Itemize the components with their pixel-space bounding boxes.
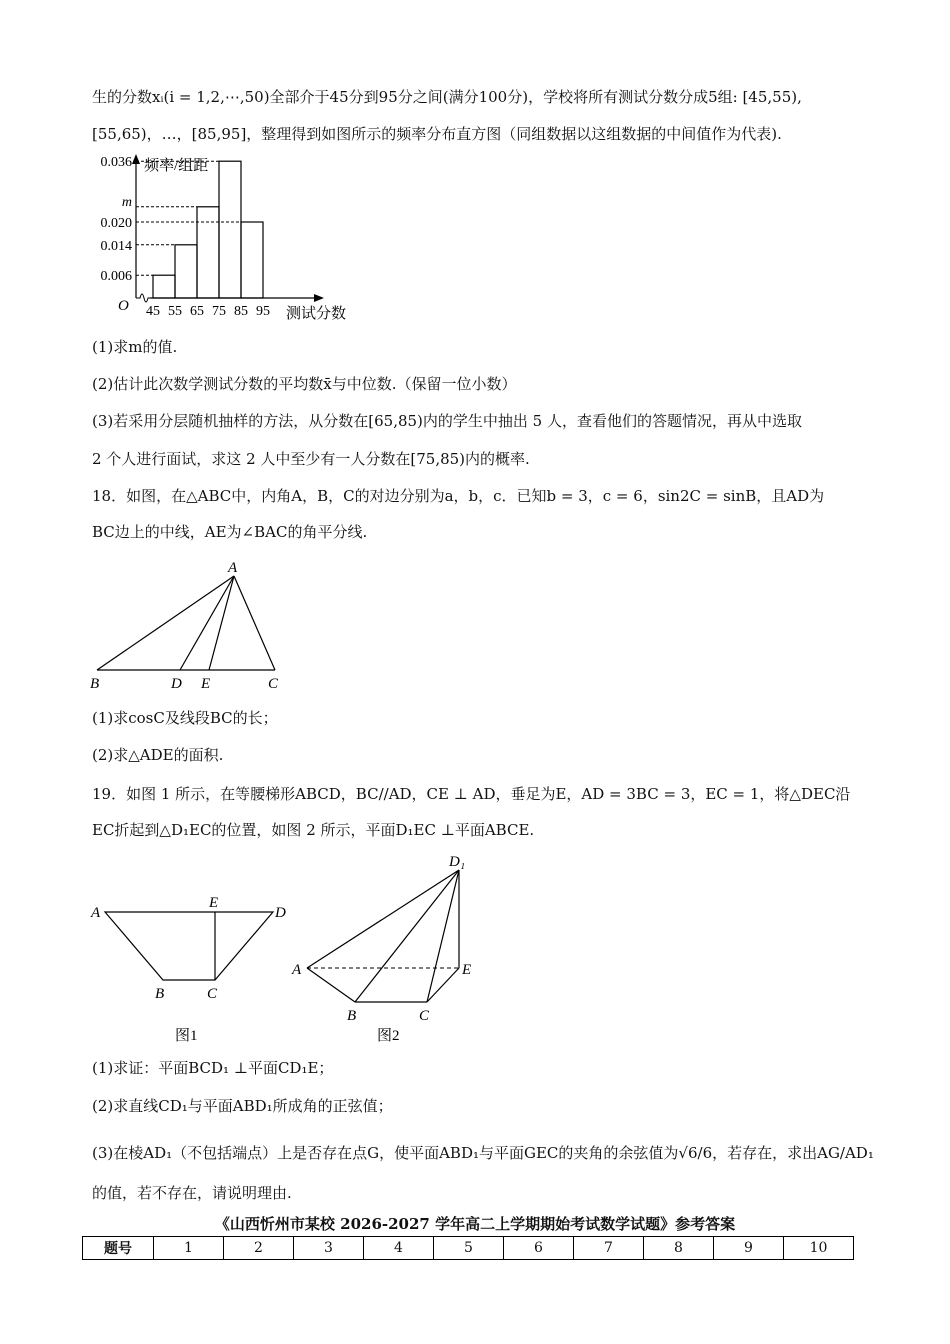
folded-figure-2 — [285, 850, 485, 1050]
table-cell: 2 — [224, 1237, 294, 1260]
fig2-label-E: E — [462, 962, 472, 978]
fig1-label-C: C — [207, 986, 218, 1002]
fig2-caption: 图2 — [377, 1028, 400, 1044]
histogram-bar — [153, 275, 175, 298]
answer-key-title: 《山西忻州市某校 2026-2027 学年高二上学期期始考试数学试题》参考答案 — [214, 1215, 736, 1233]
x-tick-label: 65 — [190, 304, 204, 319]
q19-part-3a: (3)在棱AD₁（不包括端点）上是否存在点G，使平面ABD₁与平面GEC的夹角的余弦值为√6/6，若存在，求出AG/AD₁ — [92, 1144, 874, 1162]
trapezoid-ABCD — [105, 912, 273, 980]
table-cell: 6 — [504, 1237, 574, 1260]
fig2-label-D1: D₁ — [449, 854, 466, 870]
table-cell: 10 — [784, 1237, 854, 1260]
segment-AB — [97, 576, 234, 670]
histogram-bar — [197, 207, 219, 298]
axis-break — [136, 294, 150, 302]
origin-label: O — [118, 298, 129, 314]
triangle-figure-18 — [85, 558, 305, 693]
p19-line-2: EC折起到△D₁EC的位置，如图 2 所示，平面D₁EC ⊥平面ABCE. — [92, 821, 535, 839]
segment-AC — [234, 576, 275, 670]
segment-D1A — [307, 870, 459, 968]
segment-AB — [307, 968, 355, 1002]
table-cell: 5 — [434, 1237, 504, 1260]
x-tick-label: 55 — [168, 304, 182, 319]
y-tick-label: 0.006 — [100, 269, 132, 285]
trapezoid-figure-1 — [85, 890, 300, 1050]
histogram-bar — [241, 222, 263, 298]
table-cell: 7 — [574, 1237, 644, 1260]
p17-line-2: [55,65)，…，[85,95]，整理得到如图所示的频率分布直方图（同组数据以这组数据的中间值作为代表). — [92, 125, 782, 143]
label-B: B — [90, 676, 100, 692]
q17-part-1: (1)求m的值. — [92, 338, 178, 356]
histogram-bar — [175, 245, 197, 298]
table-row — [83, 1237, 854, 1260]
fig2-label-A: A — [292, 962, 302, 978]
fig2-label-B: B — [347, 1008, 357, 1024]
x-tick-label: 75 — [212, 304, 226, 319]
q17-part-2: (2)估计此次数学测试分数的平均数x̄与中位数.（保留一位小数） — [92, 375, 517, 393]
fig1-label-D: D — [275, 905, 286, 921]
x-axis-arrow — [314, 294, 324, 302]
segment-CE — [427, 968, 459, 1002]
q19-part-3b: 的值，若不存在，请说明理由. — [92, 1184, 292, 1202]
p17-line-1: 生的分数xᵢ(i = 1,2,⋯,50)全部介于45分到95分之间(满分100分)，学校将所有测试分数分成5组: [45,55), — [92, 88, 802, 106]
label-E: E — [201, 676, 211, 692]
x-tick-label: 45 — [146, 304, 160, 319]
table-cell: 3 — [294, 1237, 364, 1260]
y-axis-arrow — [132, 154, 140, 164]
q18-part-1: (1)求cosC及线段BC的长； — [92, 709, 278, 727]
x-axis-label: 测试分数 — [286, 306, 347, 322]
p18-line-2: BC边上的中线，AE为∠BAC的角平分线. — [92, 523, 368, 541]
table-header-cell: 题号 — [83, 1237, 154, 1260]
histogram-bar — [219, 161, 241, 298]
fig1-label-E: E — [209, 895, 219, 911]
table-cell: 8 — [644, 1237, 714, 1260]
q19-part-1: (1)求证：平面BCD₁ ⊥平面CD₁E； — [92, 1059, 334, 1077]
q18-part-2: (2)求△ADE的面积. — [92, 746, 224, 764]
x-tick-label: 85 — [234, 304, 248, 319]
label-D: D — [171, 676, 182, 692]
fig1-label-B: B — [155, 986, 165, 1002]
fig2-label-C: C — [419, 1008, 430, 1024]
answer-table — [82, 1236, 854, 1260]
q17-part-3a: (3)若采用分层随机抽样的方法，从分数在[65,85)内的学生中抽出 5 人，查看他们的答题情况，再从中选取 — [92, 412, 802, 430]
q19-part-2: (2)求直线CD₁与平面ABD₁所成角的正弦值； — [92, 1097, 393, 1115]
y-axis-label: 频率/组距 — [144, 158, 209, 174]
frequency-histogram — [88, 150, 378, 325]
y-tick-label: 0.020 — [100, 216, 132, 231]
p18-line-1: 18．如图，在△ABC中，内角A，B，C的对边分别为a，b，c．已知b = 3，c = 6，sin2C = sinB，且AD为 — [92, 487, 825, 505]
label-A: A — [228, 560, 238, 576]
fig1-caption: 图1 — [175, 1028, 198, 1044]
y-tick-label: m — [121, 194, 132, 210]
table-cell: 1 — [154, 1237, 224, 1260]
fig1-label-A: A — [91, 905, 101, 921]
segment-AD — [180, 576, 234, 670]
q17-part-3b: 2 个人进行面试，求这 2 人中至少有一人分数在[75,85)内的概率. — [92, 450, 530, 468]
label-C: C — [268, 676, 279, 692]
p19-line-1: 19．如图 1 所示，在等腰梯形ABCD，BC//AD，CE ⊥ AD，垂足为E，AD = 3BC = 3，EC = 1，将△DEC沿 — [92, 785, 851, 803]
x-tick-label: 95 — [256, 304, 270, 319]
y-tick-label: 0.014 — [100, 238, 132, 254]
table-cell: 4 — [364, 1237, 434, 1260]
table-cell: 9 — [714, 1237, 784, 1260]
y-tick-label: 0.036 — [100, 155, 132, 171]
